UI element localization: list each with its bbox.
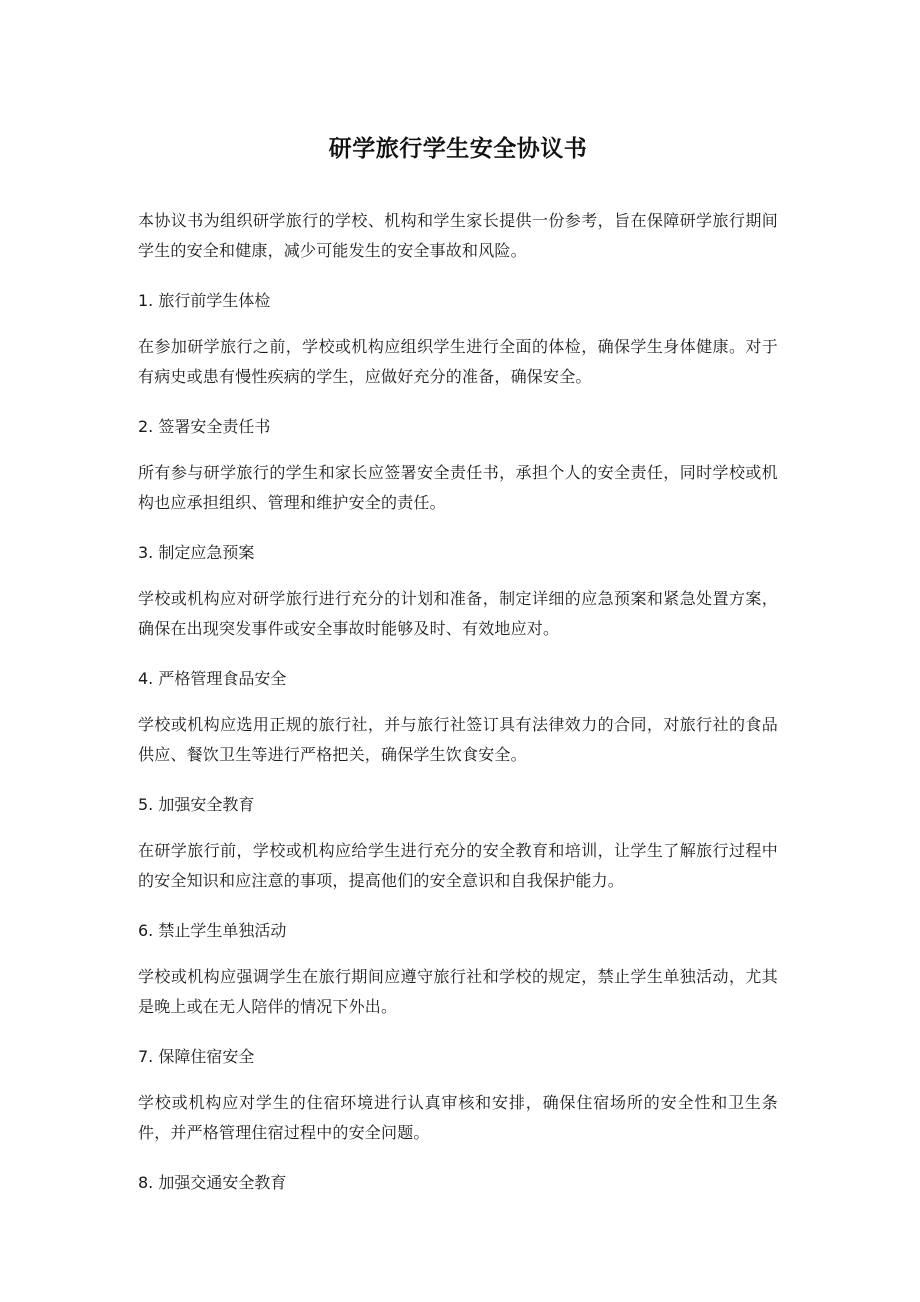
section-1 — [138, 286, 778, 392]
section-4 — [138, 664, 778, 770]
section-body: 学校或机构应选用正规的旅行社，并与旅行社签订具有法律效力的合同，对旅行社的食品供应、餐饮卫生等进行严格把关，确保学生饮食安全。 — [138, 715, 778, 764]
section-heading: 6. 禁止学生单独活动 — [138, 921, 287, 940]
section-heading: 7. 保障住宿安全 — [138, 1047, 255, 1066]
section-3 — [138, 538, 778, 644]
intro-paragraph: 本协议书为组织研学旅行的学校、机构和学生家长提供一份参考，旨在保障研学旅行期间学生的安全和健康，减少可能发生的安全事故和风险。 — [138, 211, 778, 260]
section-body: 在参加研学旅行之前，学校或机构应组织学生进行全面的体检，确保学生身体健康。对于有病史或患有慢性疾病的学生，应做好充分的准备，确保安全。 — [138, 337, 778, 386]
section-heading: 5. 加强安全教育 — [138, 795, 255, 814]
document-title: 研学旅行学生安全协议书 — [328, 136, 588, 162]
section-body: 学校或机构应对研学旅行进行充分的计划和准备，制定详细的应急预案和紧急处置方案，确保在出现突发事件或安全事故时能够及时、有效地应对。 — [138, 589, 778, 638]
section-heading: 8. 加强交通安全教育 — [138, 1173, 287, 1192]
section-heading: 3. 制定应急预案 — [138, 543, 255, 562]
section-heading: 4. 严格管理食品安全 — [138, 669, 287, 688]
section-7 — [138, 1042, 778, 1148]
section-2 — [138, 412, 778, 518]
section-heading: 1. 旅行前学生体检 — [138, 291, 271, 310]
section-5 — [138, 790, 778, 896]
section-body: 学校或机构应强调学生在旅行期间应遵守旅行社和学校的规定，禁止学生单独活动，尤其是晚上或在无人陪伴的情况下外出。 — [138, 967, 778, 1016]
section-body: 学校或机构应对学生的住宿环境进行认真审核和安排，确保住宿场所的安全性和卫生条件，并严格管理住宿过程中的安全问题。 — [138, 1093, 778, 1142]
section-6 — [138, 916, 778, 1022]
section-body: 所有参与研学旅行的学生和家长应签署安全责任书，承担个人的安全责任，同时学校或机构也应承担组织、管理和维护安全的责任。 — [138, 463, 778, 512]
section-heading: 2. 签署安全责任书 — [138, 417, 271, 436]
section-8 — [138, 1168, 778, 1198]
section-body: 在研学旅行前，学校或机构应给学生进行充分的安全教育和培训，让学生了解旅行过程中的安全知识和应注意的事项，提高他们的安全意识和自我保护能力。 — [138, 841, 778, 890]
